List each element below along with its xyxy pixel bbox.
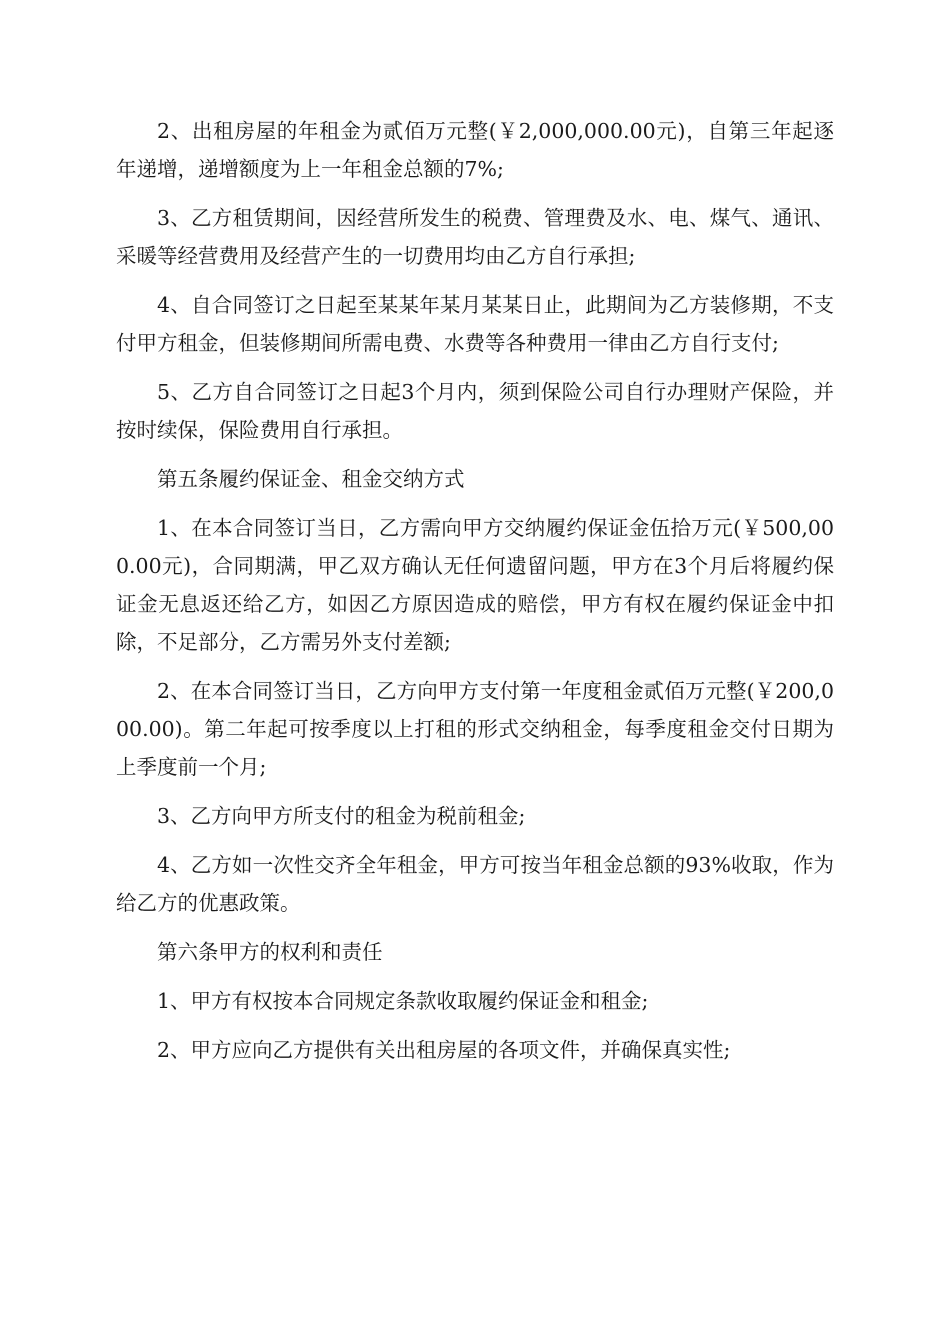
clause-paragraph: 1、在本合同签订当日，乙方需向甲方交纳履约保证金伍拾万元(￥500,000.00元)，合同期满，甲乙双方确认无任何遗留问题，甲方在3个月后将履约保证金无息返还给乙方，如因乙方原因造成的赔偿，甲方有权在履约保证金中扣除，不足部分，乙方需另外支付差额; <box>116 516 834 654</box>
clause-paragraph: 4、乙方如一次性交齐全年租金，甲方可按当年租金总额的93%收取，作为给乙方的优惠政策。 <box>116 853 834 915</box>
clause-paragraph: 2、出租房屋的年租金为贰佰万元整(￥2,000,000.00元)，自第三年起逐年递增，递增额度为上一年租金总额的7%; <box>116 119 834 181</box>
clause-paragraph: 2、在本合同签订当日，乙方向甲方支付第一年度租金贰佰万元整(￥200,000.00)。第二年起可按季度以上打租的形式交纳租金，每季度租金交付日期为上季度前一个月; <box>116 679 834 779</box>
clause-paragraph: 5、乙方自合同签订之日起3个月内，须到保险公司自行办理财产保险，并按时续保，保险费用自行承担。 <box>116 380 834 442</box>
document-page <box>116 112 834 1080</box>
section-heading: 第六条甲方的权利和责任 <box>157 940 383 964</box>
clause-paragraph: 3、乙方向甲方所支付的租金为税前租金; <box>157 804 526 828</box>
clause-paragraph: 3、乙方租赁期间，因经营所发生的税费、管理费及水、电、煤气、通讯、采暖等经营费用及经营产生的一切费用均由乙方自行承担; <box>116 206 834 268</box>
section-heading: 第五条履约保证金、租金交纳方式 <box>157 467 465 491</box>
clause-paragraph: 1、甲方有权按本合同规定条款收取履约保证金和租金; <box>157 989 649 1013</box>
clause-paragraph: 2、甲方应向乙方提供有关出租房屋的各项文件，并确保真实性; <box>157 1038 731 1062</box>
clause-paragraph: 4、自合同签订之日起至某某年某月某某日止，此期间为乙方装修期，不支付甲方租金，但装修期间所需电费、水费等各种费用一律由乙方自行支付; <box>116 293 834 355</box>
